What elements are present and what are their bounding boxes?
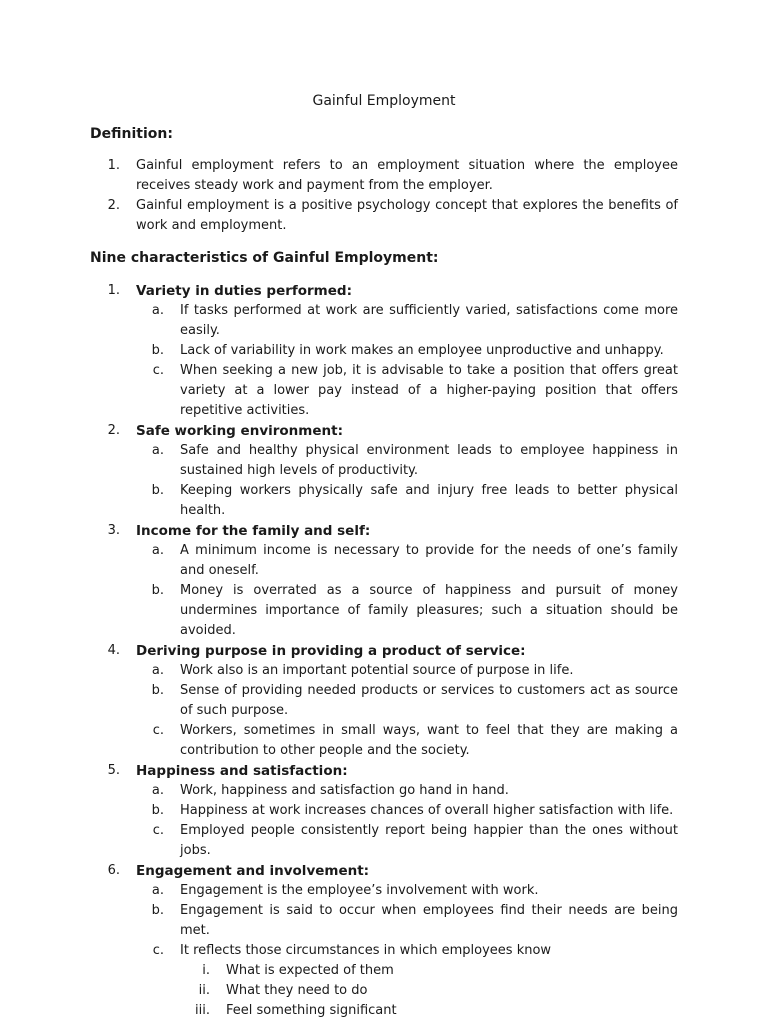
list-letter: b. — [151, 683, 164, 698]
sub-item-text: Sense of providing needed products or services to customers act as source of such purpose. — [180, 683, 678, 718]
sub-item — [90, 481, 678, 521]
sub-item-text: Engagement is the employee’s involvement with work. — [180, 883, 539, 898]
characteristic-item — [90, 281, 678, 301]
sub-item — [90, 661, 678, 681]
sub-item-text: It reflects those circumstances in which employees know — [180, 943, 552, 958]
characteristic-title: Income for the family and self: — [136, 523, 371, 539]
characteristic-item — [90, 521, 678, 541]
definition-text: Gainful employment refers to an employment situation where the employee receives steady work and payment from the employer. — [136, 158, 678, 193]
sub-item — [90, 941, 678, 961]
list-number: 5. — [107, 763, 120, 778]
sub-item-text: Lack of variability in work makes an employee unproductive and unhappy. — [180, 343, 664, 358]
sub-sub-item-text: What is expected of them — [226, 963, 394, 978]
list-number: 1. — [107, 283, 120, 298]
sub-item — [90, 881, 678, 901]
sub-item — [90, 541, 678, 581]
list-number: 2. — [107, 198, 120, 213]
list-letter: a. — [151, 443, 164, 458]
sub-sub-item-text: What they need to do — [226, 983, 368, 998]
list-number: 3. — [107, 523, 120, 538]
sub-item — [90, 341, 678, 361]
sub-item — [90, 441, 678, 481]
characteristic-title: Safe working environment: — [136, 423, 343, 439]
sub-item-text: Employed people consistently report being happier than the ones without jobs. — [180, 823, 678, 858]
sub-item-text: Money is overrated as a source of happiness and pursuit of money undermines importance of family pleasures; such a situation should be avoided. — [180, 583, 678, 638]
sub-item-text: A minimum income is necessary to provide for the needs of one’s family and oneself. — [180, 543, 678, 578]
list-letter: b. — [151, 803, 164, 818]
definition-item — [90, 196, 678, 236]
sub-item — [90, 721, 678, 761]
list-letter: a. — [151, 883, 164, 898]
characteristic-item — [90, 861, 678, 881]
list-roman: ii. — [198, 983, 210, 998]
sub-item — [90, 681, 678, 721]
sub-item-text: Work also is an important potential source of purpose in life. — [180, 663, 574, 678]
characteristic-title: Deriving purpose in providing a product of service: — [136, 643, 526, 659]
characteristic-item — [90, 421, 678, 441]
sub-item-text: Workers, sometimes in small ways, want to feel that they are making a contribution to other people and the society. — [180, 723, 678, 758]
list-number: 2. — [107, 423, 120, 438]
sub-item-text: If tasks performed at work are sufficiently varied, satisfactions come more easily. — [180, 303, 678, 338]
document-title: Gainful Employment — [312, 93, 456, 109]
list-letter: a. — [151, 543, 164, 558]
characteristic-title: Variety in duties performed: — [136, 283, 352, 299]
sub-sub-item — [90, 981, 678, 1001]
list-letter: b. — [151, 583, 164, 598]
sub-item-text: When seeking a new job, it is advisable to take a position that offers great variety at a lower pay instead of a higher-paying position that offers repetitive activities. — [180, 363, 678, 418]
definition-item — [90, 156, 678, 196]
characteristics-heading: Nine characteristics of Gainful Employment: — [90, 250, 439, 266]
definition-text: Gainful employment is a positive psychology concept that explores the benefits of work and employment. — [136, 198, 678, 233]
sub-item — [90, 301, 678, 341]
list-letter: b. — [151, 903, 164, 918]
list-letter: a. — [151, 303, 164, 318]
list-letter: a. — [151, 663, 164, 678]
list-letter: c. — [152, 363, 164, 378]
sub-sub-item — [90, 961, 678, 981]
list-number: 4. — [107, 643, 120, 658]
sub-item-text: Work, happiness and satisfaction go hand in hand. — [180, 783, 509, 798]
sub-item — [90, 361, 678, 421]
sub-item — [90, 781, 678, 801]
sub-item — [90, 801, 678, 821]
characteristic-title: Happiness and satisfaction: — [136, 763, 348, 779]
list-letter: b. — [151, 483, 164, 498]
sub-item-text: Safe and healthy physical environment leads to employee happiness in sustained high levels of productivity. — [180, 443, 678, 478]
list-number: 6. — [107, 863, 120, 878]
sub-sub-item-text: Feel something significant — [226, 1003, 397, 1018]
list-roman: i. — [202, 963, 210, 978]
sub-item-text: Keeping workers physically safe and injury free leads to better physical health. — [180, 483, 678, 518]
characteristics-list — [90, 281, 678, 1021]
list-letter: c. — [152, 823, 164, 838]
characteristic-title: Engagement and involvement: — [136, 863, 370, 879]
list-letter: c. — [152, 943, 164, 958]
sub-item — [90, 821, 678, 861]
definition-heading: Definition: — [90, 126, 173, 142]
sub-sub-item — [90, 1001, 678, 1021]
sub-item — [90, 581, 678, 641]
sub-item-text: Engagement is said to occur when employees find their needs are being met. — [180, 903, 678, 938]
list-letter: a. — [151, 783, 164, 798]
list-letter: c. — [152, 723, 164, 738]
definition-list — [90, 156, 678, 236]
characteristic-item — [90, 761, 678, 781]
sub-item — [90, 901, 678, 941]
sub-item-text: Happiness at work increases chances of overall higher satisfaction with life. — [180, 803, 674, 818]
list-letter: b. — [151, 343, 164, 358]
list-roman: iii. — [195, 1003, 210, 1018]
characteristic-item — [90, 641, 678, 661]
list-number: 1. — [107, 158, 120, 173]
